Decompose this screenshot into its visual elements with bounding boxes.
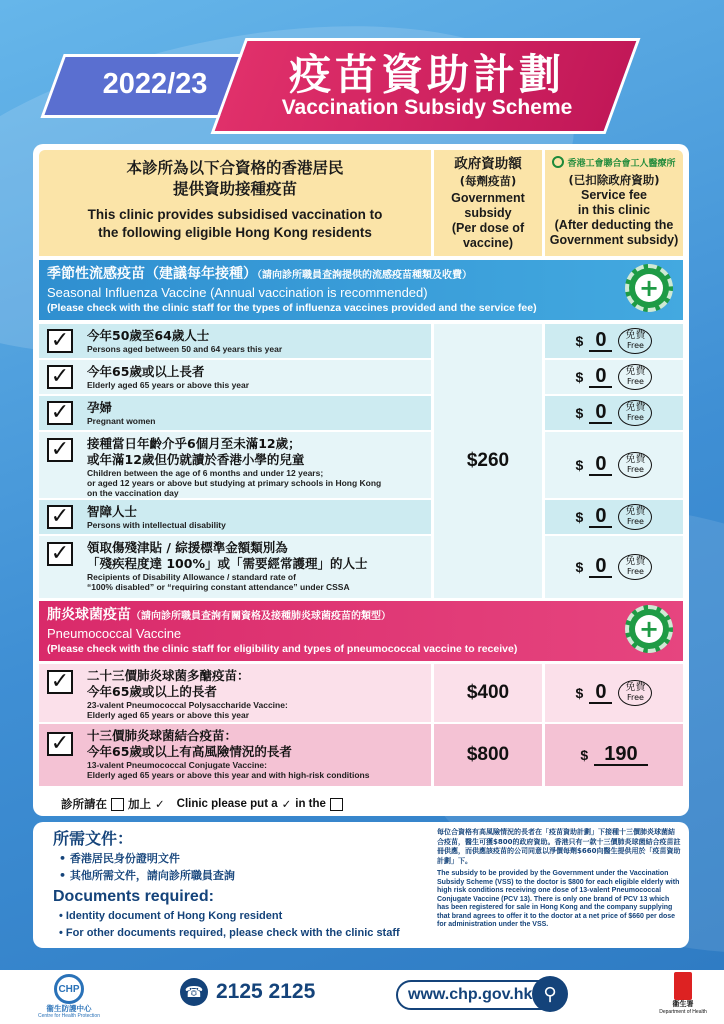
free-badge: [618, 452, 652, 478]
row-en: Persons aged between 50 and 64 years this year: [87, 344, 283, 354]
chp-name-zh: 衞生防護中心: [46, 1004, 92, 1013]
hotline-number: 2125 2125: [216, 980, 316, 1003]
row-zh: 今年65歲或以上長者: [87, 364, 205, 379]
fee-dollar: $: [575, 369, 584, 385]
eligibility-header-en-2: the following eligible Hong Kong residents: [98, 225, 372, 240]
instruction-en-b: in the: [295, 798, 326, 810]
doc-item-text: For other documents required, please check with the clinic staff: [65, 927, 400, 939]
fee-cell: [545, 536, 683, 598]
subsidy-note: [437, 828, 681, 944]
row-en: Elderly aged 65 years or above this year: [87, 380, 250, 390]
fee-value: 0: [589, 506, 612, 528]
row-en: 13-valent Pneumococcal Conjugate Vaccine:: [87, 760, 267, 770]
instruction-zh-a: 診所請在: [61, 797, 107, 811]
fee-dollar: $: [575, 333, 584, 349]
free-badge: [618, 504, 652, 530]
documents-box: [33, 822, 689, 948]
flu-subsidy-value: $260: [466, 450, 510, 471]
pneu-subsidy-cell: [434, 724, 542, 786]
cross-gear-icon: +: [625, 264, 673, 312]
fee-dollar: $: [575, 405, 584, 421]
row-zh: 二十三價肺炎球菌多醣疫苗：: [87, 668, 250, 683]
fee-dollar: $: [575, 685, 584, 701]
eligibility-header: [39, 150, 431, 256]
subsidy-header-en-4: vaccine): [462, 236, 514, 250]
row-zh: 今年50歲至64歲人士: [87, 328, 210, 343]
row-en: 23-valent Pneumococcal Polysaccharide Vaccine:: [87, 700, 288, 710]
clinic-name-text: 香港工會聯合會工人醫療所: [567, 158, 676, 169]
fee-value: 0: [589, 402, 612, 424]
title-zh: 疫苗資助計劃: [288, 50, 565, 99]
free-en: Free: [626, 517, 644, 526]
flu-row: [39, 536, 431, 598]
free-zh: 免費: [625, 506, 646, 517]
row-zh: 領取傷殘津貼 / 綜援標準金額類別為: [87, 540, 288, 555]
row-en: Pregnant women: [87, 416, 156, 426]
footer-bar: [0, 970, 724, 1024]
free-badge: [618, 680, 652, 706]
year-label: 2022/23: [102, 68, 208, 100]
empty-box-icon: [111, 798, 124, 811]
subsidy-note-en: The subsidy to be provided by the Government under the Vaccination Subsidy Scheme (VSS) to the doctor is $800 for each eligible elderly with high risk conditions receiving one dose of 13-valent Pneumococcal Conjugate Vaccine (PCV 13). There is only one brand of PCV 13 which has been registered for sale in Hong Kong and the company supplying that brand agrees to offer it to the doctor at a net price of $660 per dose for administration under the VSS.: [437, 870, 680, 928]
instruction-line: [61, 794, 661, 814]
flu-row: [39, 432, 431, 498]
doh-name-en: Department of Health: [659, 1009, 707, 1015]
subsidy-header: [434, 150, 542, 256]
checkbox-icon[interactable]: ✓: [47, 732, 73, 756]
free-zh: 免費: [625, 366, 646, 377]
fee-cell: [545, 500, 683, 534]
fee-free: [576, 452, 653, 478]
subsidy-header-en-1: Government: [451, 191, 525, 205]
fee-dollar: $: [575, 457, 584, 473]
free-badge: [618, 328, 652, 354]
flu-section-title-zh: [47, 265, 675, 285]
checkbox-icon[interactable]: ✓: [47, 670, 73, 694]
pneumococcal-section-banner: [39, 601, 683, 661]
fee-dollar: $: [575, 509, 584, 525]
clinic-name: [545, 154, 683, 170]
service-fee-header-en-2: in this clinic: [577, 203, 651, 217]
doc-item-text: 其他所需文件，請向診所職員查詢: [69, 869, 235, 882]
subsidy-header-zh-2: (每劑疫苗): [459, 174, 517, 188]
checkbox-icon[interactable]: ✓: [47, 438, 73, 462]
row-zh-2: 「殘疾程度達 100%」或「需要經常護理」的人士: [87, 556, 368, 571]
flu-section-title-en: Seasonal Influenza Vaccine (Annual vaccination is recommended): [47, 285, 428, 300]
row-zh-2: 或年滿12歲但仍就讀於香港小學的兒童: [87, 452, 305, 467]
chp-logo-icon: CHP: [54, 974, 84, 1004]
row-en: Persons with intellectual disability: [87, 520, 226, 530]
documents-item-zh: • 香港居民身份證明文件: [59, 852, 180, 865]
fee-cell: [545, 724, 683, 786]
flu-row: [39, 360, 431, 394]
pneu-section-note-en: (Please check with the clinic staff for eligibility and types of pneumococcal vaccine to receive): [47, 643, 518, 655]
eligibility-header-en-1: This clinic provides subsidised vaccination to: [87, 207, 383, 222]
flu-subsidy-cell: [434, 324, 542, 598]
free-zh: 免費: [625, 454, 646, 465]
pneu-title-zh-text: 肺炎球菌疫苗: [47, 607, 131, 623]
check-mark-icon: ✓: [281, 797, 292, 811]
pneu-section-title-zh: [47, 606, 675, 626]
free-badge: [618, 400, 652, 426]
chp-logo-block: [34, 974, 104, 1019]
row-zh-2: 今年65歲或以上有高風險情況的長者: [87, 744, 292, 759]
doh-logo-icon: [674, 972, 692, 1000]
subsidy-header-en-2: subsidy: [464, 206, 512, 220]
eligibility-header-zh-2: 提供資助接種疫苗: [172, 180, 297, 198]
free-zh: 免費: [625, 682, 646, 693]
row-en-2: Elderly aged 65 years or above this year: [87, 710, 250, 720]
pneu-row: [39, 664, 431, 722]
pneu-subsidy-value: $800: [466, 744, 510, 765]
fee-value: 0: [589, 330, 612, 352]
service-fee-header: [545, 150, 683, 256]
row-en: Recipients of Disability Allowance / standard rate of: [87, 572, 296, 582]
fee-free: [576, 328, 653, 354]
fee-cell: [545, 396, 683, 430]
row-zh-2: 今年65歲或以上的長者: [87, 684, 217, 699]
service-fee-header-en-4: Government subsidy): [549, 233, 679, 247]
row-en-2: “100% disabled” or “requiring constant attendance” under CSSA: [87, 582, 350, 592]
doh-name-zh: 衞生署: [672, 1000, 694, 1008]
subsidy-header-zh: 政府資助額: [454, 156, 522, 172]
free-en: Free: [626, 465, 644, 474]
row-zh: 孕婦: [87, 400, 113, 415]
free-badge: [618, 554, 652, 580]
pneu-subsidy-value: $400: [466, 682, 510, 703]
fee-dollar: $: [575, 559, 584, 575]
fee-dollar: $: [580, 747, 589, 763]
row-en: Children between the age of 6 months and under 12 years;: [87, 468, 324, 478]
free-en: Free: [626, 567, 644, 576]
instruction-zh-b: 加上: [128, 797, 151, 811]
fee-cell: [545, 432, 683, 498]
eligibility-header-zh-1: 本診所為以下合資格的香港居民: [126, 159, 344, 177]
free-en: Free: [626, 693, 644, 702]
fee-value: 0: [589, 682, 612, 704]
flu-row: [39, 324, 431, 358]
free-zh: 免費: [625, 330, 646, 341]
fee-free: [576, 554, 653, 580]
flu-title-zh-text: 季節性流感疫苗（建議每年接種）: [47, 266, 257, 282]
fee-value: 0: [589, 366, 612, 388]
website-link[interactable]: www.chp.gov.hk: [396, 980, 564, 1010]
fee-free: [576, 364, 653, 390]
fee-value: 0: [589, 454, 612, 476]
fee-free: [576, 680, 653, 706]
checkbox-icon[interactable]: ✓: [47, 542, 73, 566]
service-fee-header-en-1: Service fee: [580, 188, 648, 202]
vaccine-table-card: [33, 144, 689, 816]
checkbox-icon[interactable]: ✓: [47, 365, 73, 389]
fee-cell: [545, 664, 683, 722]
service-fee-header-en-3: (After deducting the: [554, 218, 674, 232]
flu-section-banner: [39, 260, 683, 320]
fee-cell: [545, 324, 683, 358]
documents-item-zh: • 其他所需文件，請向診所職員查詢: [59, 869, 235, 882]
title-en: Vaccination Subsidy Scheme: [281, 96, 573, 119]
row-zh: 十三價肺炎球菌結合疫苗：: [87, 728, 238, 743]
free-badge: [618, 364, 652, 390]
flu-title-zh-note: （請向診所職員查詢提供的流感疫苗種類及收費）: [257, 270, 472, 281]
row-zh: 智障人士: [87, 504, 138, 519]
fee-cell: [545, 360, 683, 394]
fee-value-190: 190: [594, 744, 647, 766]
free-en: Free: [626, 341, 644, 350]
hotline[interactable]: [180, 978, 315, 1006]
free-en: Free: [626, 377, 644, 386]
fee-free: [576, 400, 653, 426]
fee-value: 0: [589, 556, 612, 578]
clinic-logo-icon: [552, 156, 564, 168]
doc-item-text: Identity document of Hong Kong resident: [65, 910, 283, 922]
flu-section-note-en: (Please check with the clinic staff for the types of influenza vaccines provided and the service fee): [47, 302, 537, 314]
checkbox-icon[interactable]: ✓: [47, 505, 73, 529]
flu-row: [39, 500, 431, 534]
chp-name-en: Centre for Health Protection: [38, 1013, 100, 1019]
cross-gear-icon: +: [625, 605, 673, 653]
free-zh: 免費: [625, 556, 646, 567]
check-mark-icon: ✓: [155, 797, 165, 811]
row-en-3: on the vaccination day: [87, 488, 179, 498]
documents-title-zh: 所需文件：: [53, 829, 134, 848]
checkbox-icon[interactable]: ✓: [47, 401, 73, 425]
row-en-2: or aged 12 years or above but studying at primary schools in Hong Kong: [87, 478, 382, 488]
doh-logo-block: [658, 972, 708, 1015]
documents-item-en: • Identity document of Hong Kong resident: [59, 910, 283, 922]
search-icon[interactable]: ⚲: [532, 976, 568, 1012]
phone-icon: ☎: [180, 978, 208, 1006]
checkbox-icon[interactable]: ✓: [47, 329, 73, 353]
fee-pcv13: [580, 744, 647, 766]
documents-title-en: Documents required:: [53, 888, 214, 905]
service-fee-header-zh: (已扣除政府資助): [568, 173, 660, 187]
doc-item-text: 香港居民身份證明文件: [69, 852, 180, 865]
subsidy-header-en-3: (Per dose of: [451, 221, 525, 235]
subsidy-note-zh: 每位合資格有高風險情況的長者在「疫苗資助計劃」下接種十三價肺炎球菌結合疫苗，醫生可獲$800的政府資助。香港只有一款十三價肺炎球菌結合疫苗註冊供應，而供應該疫苗的公司同意以淨價每劑$660向醫生提供用於「疫苗資助計劃」下。: [437, 828, 681, 865]
pneu-section-title-en: Pneumococcal Vaccine: [47, 626, 182, 641]
row-en-2: Elderly aged 65 years or above this year and with high-risk conditions: [87, 770, 370, 780]
pneu-subsidy-cell: [434, 664, 542, 722]
documents-item-en: • For other documents required, please check with the clinic staff: [59, 927, 400, 939]
fee-free: [576, 504, 653, 530]
pneu-row: [39, 724, 431, 786]
pneu-title-zh-note: （請向診所職員查詢有關資格及接種肺炎球菌疫苗的類型）: [131, 611, 391, 622]
documents-required: [53, 828, 453, 942]
row-zh: 接種當日年齡介乎6個月至未滿12歲；: [87, 436, 301, 451]
empty-box-icon: [330, 798, 343, 811]
free-en: Free: [626, 413, 644, 422]
instruction-en-a: Clinic please put a: [176, 798, 278, 810]
free-zh: 免費: [625, 402, 646, 413]
flu-row: [39, 396, 431, 430]
